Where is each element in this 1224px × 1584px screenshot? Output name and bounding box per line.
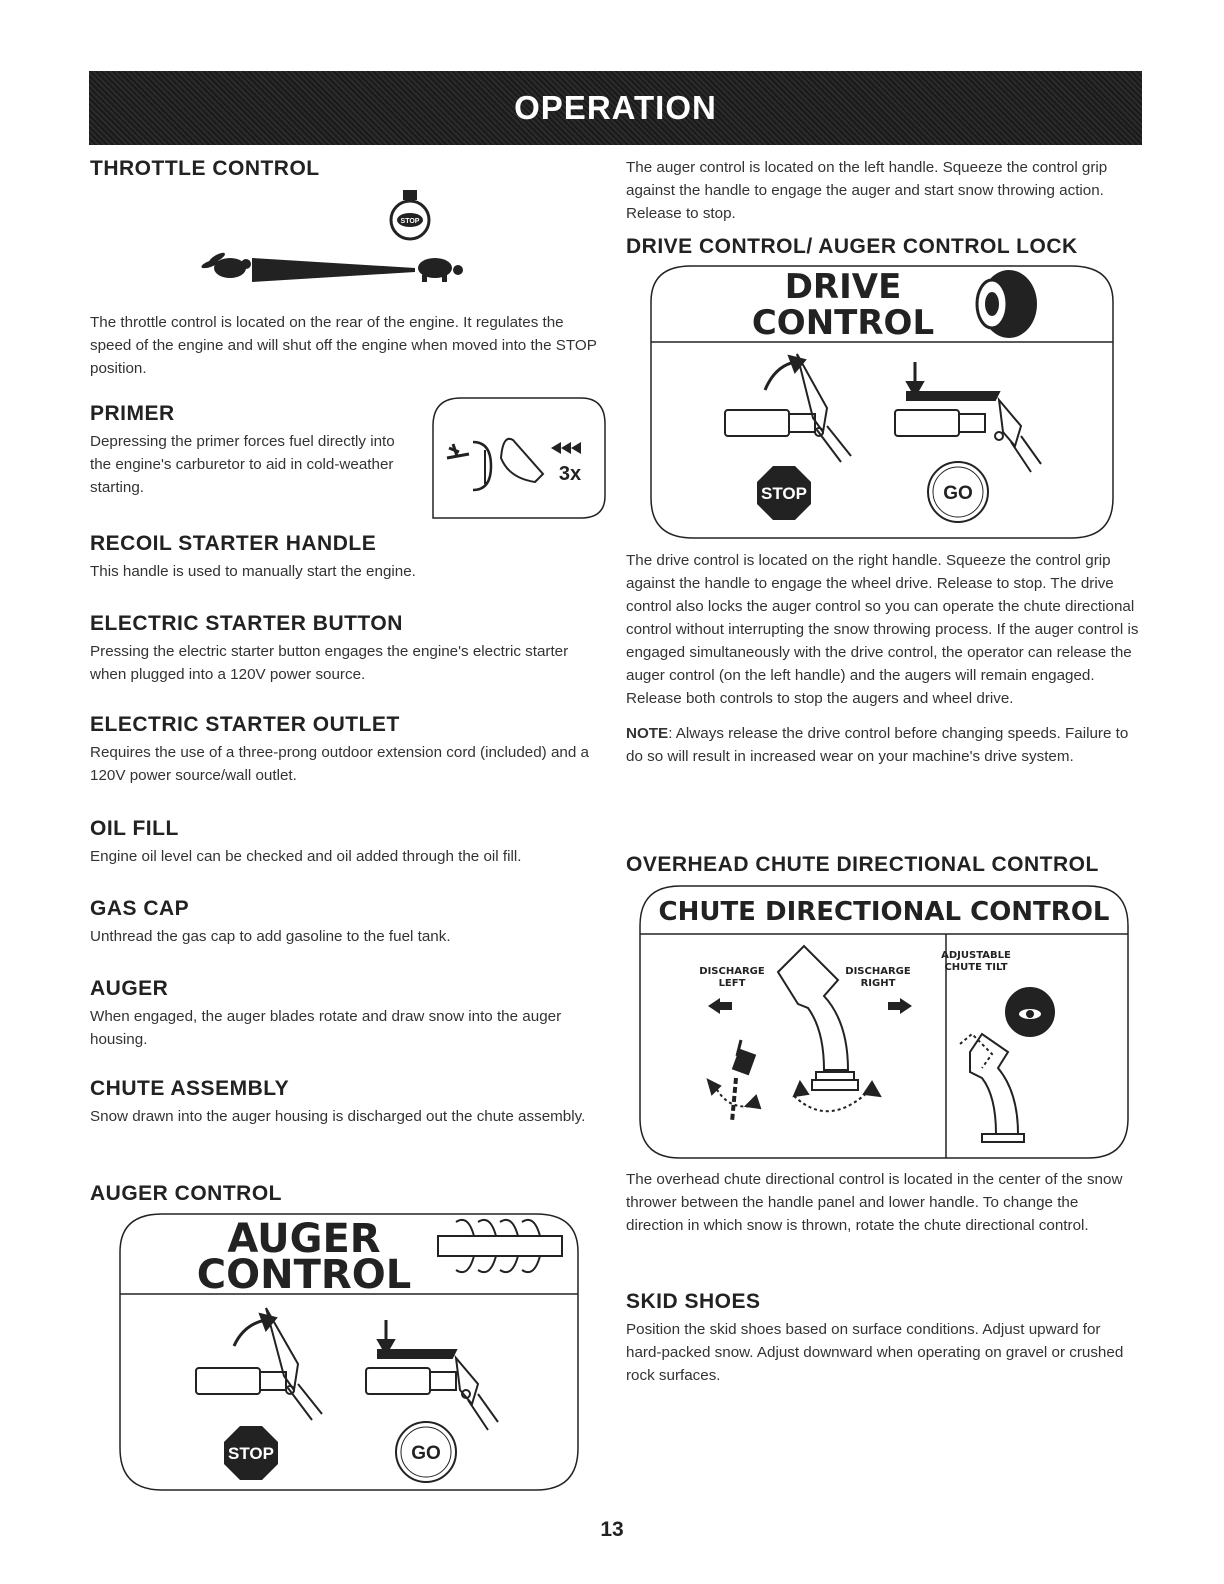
arrow-left-icon xyxy=(708,998,732,1014)
primer-section xyxy=(90,402,420,499)
drive-handle-release-icon xyxy=(895,362,1041,472)
auger-text: When engaged, the auger blades rotate and draw snow into the auger housing. xyxy=(90,1008,562,1048)
recoil-text: This handle is used to manually start the engine. xyxy=(90,563,416,580)
auger-control-diagram xyxy=(116,1208,582,1496)
drive-note xyxy=(626,722,1141,768)
section-banner xyxy=(89,71,1142,145)
skid-shoes-section xyxy=(626,1290,1136,1387)
drive-diagram-line1: DRIVE xyxy=(784,267,902,307)
drive-control-text: The drive control is located on the right handle. Squeeze the control grip against the handle to engage the wheel drive. Release to stop. The drive control also locks the auger control so you can operate the chute directional control without interrupting the snow throwing process. If the auger control is engaged simultaneously with the drive control, the operator can release the auger control (on the left handle) and the augers will remain engaged. Release both controls to stop the augers and wheel drive. xyxy=(626,552,1139,707)
discharge-right-label-1: DISCHARGE xyxy=(845,966,911,977)
drive-control-diagram xyxy=(647,262,1117,542)
drive-stop-button xyxy=(757,466,811,520)
drive-go-button xyxy=(928,462,988,522)
auger-control-section xyxy=(90,1182,605,1206)
wheel-icon xyxy=(977,270,1037,338)
tilt-label-1: ADJUSTABLE xyxy=(941,950,1011,961)
primer-text: Depressing the primer forces fuel directly into the engine's carburetor to aid in cold-weather starting. xyxy=(90,433,395,496)
arrow-right-icon xyxy=(888,998,912,1014)
oil-fill-section xyxy=(90,817,605,868)
chute-assembly-section xyxy=(90,1077,605,1128)
recoil-section xyxy=(90,532,605,583)
electric-button-section xyxy=(90,612,605,686)
chute-control-diagram xyxy=(636,882,1132,1164)
primer-icon xyxy=(425,396,609,521)
discharge-left-label-1: DISCHARGE xyxy=(699,966,765,977)
chute-assembly-text: Snow drawn into the auger housing is discharged out the chute assembly. xyxy=(90,1108,586,1125)
gas-cap-section xyxy=(90,897,605,948)
discharge-left-label-2: LEFT xyxy=(718,978,746,989)
electric-outlet-text: Requires the use of a three-prong outdoor extension cord (included) and a 120V power source/wall outlet. xyxy=(90,744,589,784)
throttle-section xyxy=(90,157,605,181)
gas-cap-heading: GAS CAP xyxy=(90,897,190,920)
turtle-icon xyxy=(418,258,463,282)
svg-text:GO: GO xyxy=(943,483,973,504)
gas-cap-text: Unthread the gas cap to add gasoline to the fuel tank. xyxy=(90,928,451,945)
tilt-icon xyxy=(960,988,1054,1142)
svg-text:STOP: STOP xyxy=(228,1444,274,1463)
chute-control-heading: OVERHEAD CHUTE DIRECTIONAL CONTROL xyxy=(626,853,1099,876)
auger-control-text: The auger control is located on the left handle. Squeeze the control grip against the handle to engage the auger and start snow throwing action. Release to stop. xyxy=(626,159,1108,222)
auger-diagram-line2: CONTROL xyxy=(196,1252,412,1298)
skid-shoes-heading: SKID SHOES xyxy=(626,1290,761,1313)
chute-diagram-title: CHUTE DIRECTIONAL CONTROL xyxy=(658,897,1110,927)
auger-screw-icon xyxy=(438,1220,562,1272)
chute-control-section xyxy=(626,853,1146,877)
recoil-heading: RECOIL STARTER HANDLE xyxy=(90,532,377,555)
auger-handle-release-icon xyxy=(366,1320,498,1430)
electric-outlet-section xyxy=(90,713,605,787)
banner-title: OPERATION xyxy=(514,89,717,126)
throttle-heading: THROTTLE CONTROL xyxy=(90,157,320,180)
drive-control-section xyxy=(626,235,1146,259)
rabbit-icon xyxy=(201,251,251,278)
note-text: : Always release the drive control before changing speeds. Failure to do so will result in increased wear on your machine's drive system. xyxy=(626,725,1129,765)
throttle-icon xyxy=(190,190,490,290)
oil-fill-heading: OIL FILL xyxy=(90,817,179,840)
auger-control-heading: AUGER CONTROL xyxy=(90,1182,282,1205)
stop-position-icon xyxy=(391,190,429,239)
primer-count: 3x xyxy=(558,463,582,485)
chute-control-text: The overhead chute directional control is located in the center of the snow thrower between the handle panel and lower handle. To change the direction in which snow is thrown, rotate the chute directional control. xyxy=(626,1171,1123,1234)
electric-outlet-heading: ELECTRIC STARTER OUTLET xyxy=(90,713,400,736)
discharge-right-label-2: RIGHT xyxy=(860,978,896,989)
oil-fill-text: Engine oil level can be checked and oil added through the oil fill. xyxy=(90,848,522,865)
drive-diagram-line2: CONTROL xyxy=(751,303,935,343)
throttle-text: The throttle control is located on the rear of the engine. It regulates the speed of the engine and will shut off the engine when moved into the STOP position. xyxy=(90,314,597,377)
drive-handle-engage-icon xyxy=(725,354,851,462)
primer-heading: PRIMER xyxy=(90,402,175,425)
electric-button-heading: ELECTRIC STARTER BUTTON xyxy=(90,612,403,635)
note-label: NOTE xyxy=(626,725,669,742)
auger-stop-button xyxy=(224,1426,278,1480)
tilt-label-2: CHUTE TILT xyxy=(944,962,1008,973)
auger-diagram-line1: AUGER xyxy=(227,1216,381,1262)
drive-control-heading: DRIVE CONTROL/ AUGER CONTROL LOCK xyxy=(626,235,1078,258)
svg-text:STOP: STOP xyxy=(761,484,807,503)
auger-go-button xyxy=(396,1422,456,1482)
auger-heading: AUGER xyxy=(90,977,169,1000)
svg-text:STOP: STOP xyxy=(400,218,420,225)
electric-button-text: Pressing the electric starter button engages the engine's electric starter when plugged into a 120V power source. xyxy=(90,643,569,683)
auger-section xyxy=(90,977,605,1051)
crank-icon xyxy=(708,1040,760,1122)
throttle-wedge xyxy=(252,258,415,282)
chute-assembly-heading: CHUTE ASSEMBLY xyxy=(90,1077,290,1100)
svg-text:GO: GO xyxy=(411,1443,441,1464)
page-number: 13 xyxy=(600,1518,624,1541)
skid-shoes-text: Position the skid shoes based on surface conditions. Adjust upward for hard-packed snow. Adjust downward when operating on gravel or crushed rock surfaces. xyxy=(626,1321,1124,1384)
auger-handle-engage-icon xyxy=(196,1308,322,1420)
